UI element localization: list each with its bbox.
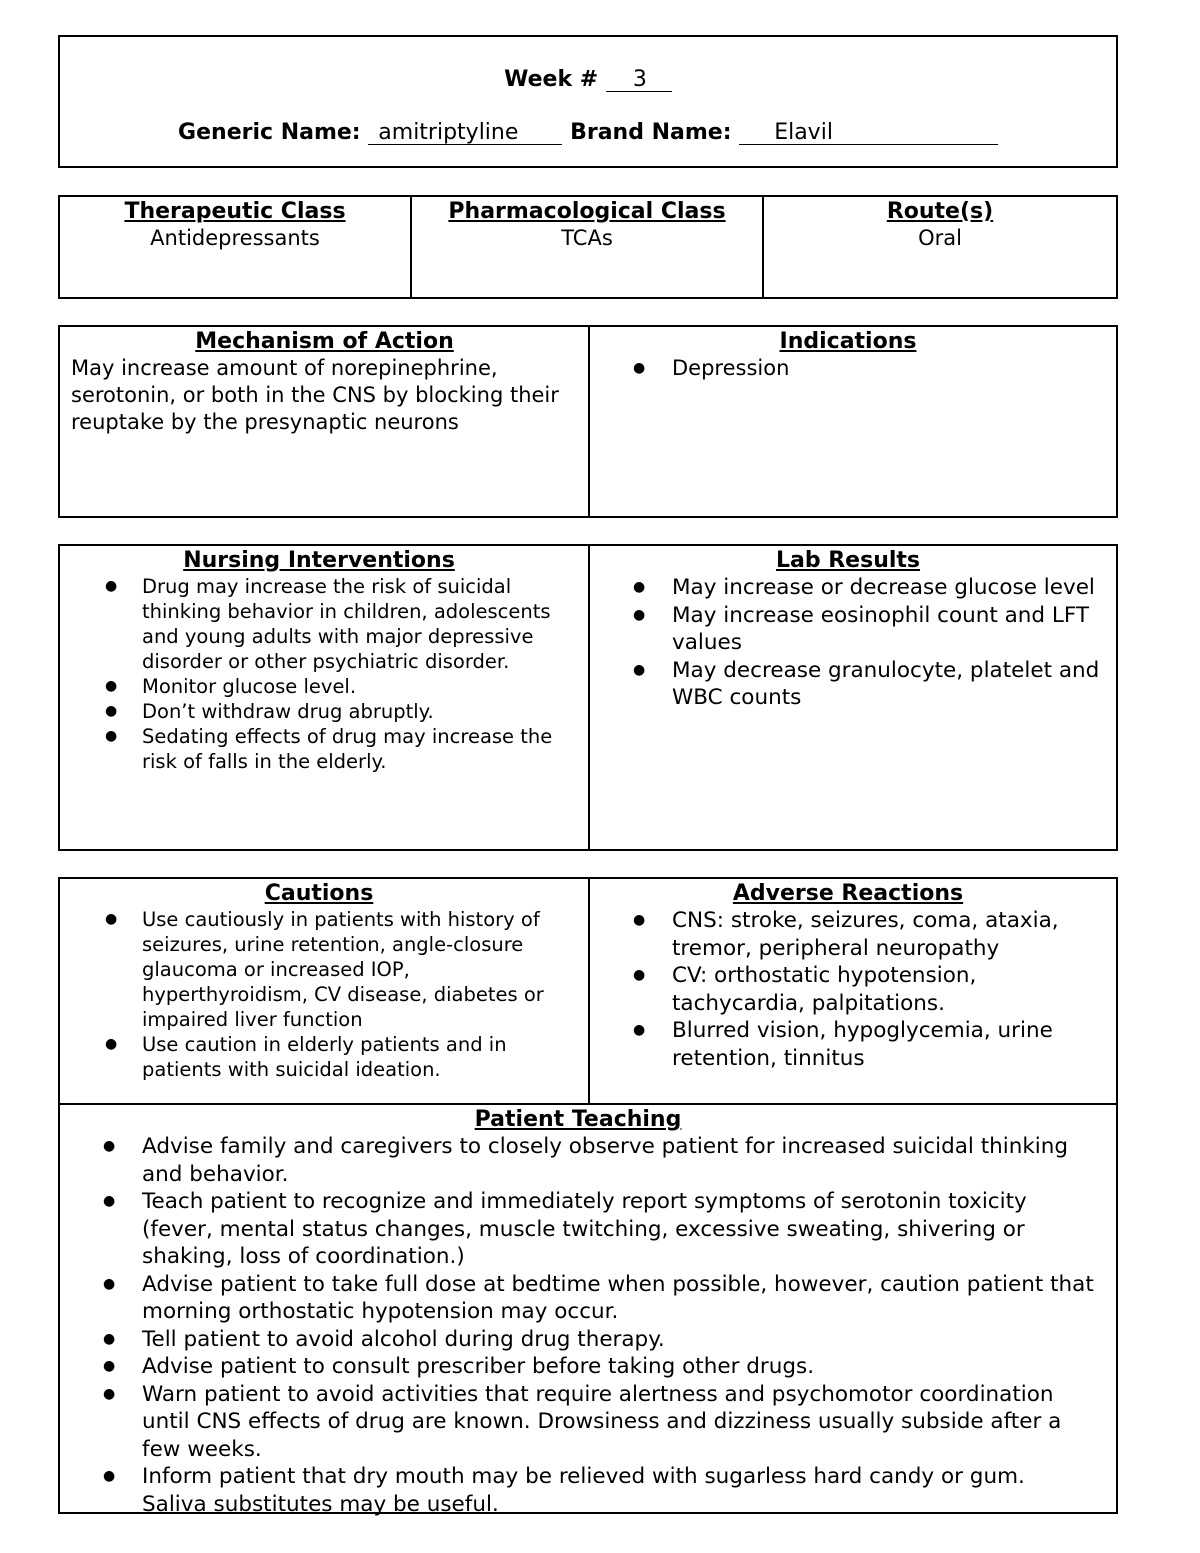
list-item <box>60 699 578 724</box>
bullet-icon: ● <box>103 1193 116 1209</box>
pharmacological-class-cell <box>412 197 764 297</box>
teaching-item-text: Advise patient to take full dose at bedtime when possible, however, caution patient that morning orthostatic hypotension may occur. <box>142 1271 1094 1324</box>
teaching-item-text: Tell patient to avoid alcohol during drug therapy. <box>142 1326 665 1352</box>
list-item <box>60 1463 1096 1518</box>
week-value: 3 <box>606 68 672 92</box>
generic-name-value: amitriptyline <box>368 121 562 145</box>
generic-name-label: Generic Name: <box>178 120 361 145</box>
bullet-icon: ● <box>103 1330 116 1347</box>
bullet-icon: ● <box>105 728 118 744</box>
nursing-cell <box>60 546 590 849</box>
bullet-icon: ● <box>633 912 646 928</box>
list-item <box>590 602 1106 657</box>
patient-teaching-cell <box>60 1105 1116 1518</box>
bullet-icon: ● <box>633 661 646 678</box>
therapeutic-class-cell <box>60 197 412 297</box>
nursing-item-text: Monitor glucose level. <box>142 675 357 698</box>
header-box <box>58 35 1118 168</box>
week-line <box>60 67 1116 92</box>
lab-item-text: May decrease granulocyte, platelet and WBC counts <box>672 657 1100 710</box>
indications-title: Indications <box>779 329 917 354</box>
brand-name-label: Brand Name: <box>570 120 732 145</box>
route-title: Route(s) <box>886 199 994 224</box>
list-item <box>60 1326 1096 1354</box>
list-item <box>590 657 1106 712</box>
bullet-icon: ● <box>633 1022 646 1038</box>
lab-item-text: May increase or decrease glucose level <box>672 575 1095 600</box>
bullet-icon: ● <box>103 1385 116 1402</box>
bullet-icon: ● <box>105 678 118 694</box>
mechanism-cell <box>60 327 590 516</box>
lab-item-text: May increase eosinophil count and LFT values <box>672 602 1090 655</box>
list-item <box>590 355 1106 382</box>
adverse-item-text: CV: orthostatic hypotension, tachycardia, palpitations. <box>672 963 977 1016</box>
bullet-icon: ● <box>103 1358 116 1374</box>
list-item <box>60 907 578 1032</box>
cautions-cell <box>60 879 590 1103</box>
adverse-list <box>590 907 1106 1072</box>
names-line <box>60 120 1116 145</box>
nursing-list <box>60 574 578 774</box>
lab-cell <box>590 546 1116 849</box>
teaching-item-text: Advise family and caregivers to closely observe patient for increased suicidal thinking and behavior. <box>142 1134 1069 1187</box>
therapeutic-class-title: Therapeutic Class <box>124 199 346 224</box>
route-value: Oral <box>918 226 962 250</box>
mechanism-text: May increase amount of norepinephrine, serotonin, or both in the CNS by blocking their reuptake by the presynaptic neurons <box>71 356 559 434</box>
list-item <box>60 574 578 674</box>
mechanism-title: Mechanism of Action <box>195 329 454 354</box>
cautions-item-text: Use cautiously in patients with history of seizures, urine retention, angle-closure glaucoma or increased IOP, hyperthyroidism, CV disease, diabetes or impaired liver function <box>142 908 544 1031</box>
nursing-item-text: Sedating effects of drug may increase the risk of falls in the elderly. <box>142 725 553 773</box>
nursing-lab-table <box>58 544 1118 851</box>
route-cell <box>764 197 1116 297</box>
bullet-icon: ● <box>633 579 646 595</box>
teaching-item-text: Teach patient to recognize and immediately report symptoms of serotonin toxicity (fever, mental status changes, muscle twitching, excessive sweating, shivering or shaking, loss of coordination.) <box>142 1189 1027 1269</box>
indications-list <box>590 355 1106 382</box>
list-item <box>60 1271 1096 1326</box>
bullet-icon: ● <box>105 703 118 719</box>
bullet-icon: ● <box>105 911 118 927</box>
teaching-item-text: Inform patient that dry mouth may be relieved with sugarless hard candy or gum. Saliva substitutes may be useful. <box>142 1464 1025 1517</box>
brand-name-value: Elavil <box>739 121 998 145</box>
list-item <box>60 1133 1096 1188</box>
list-item <box>60 1032 578 1082</box>
pharmacological-class-title: Pharmacological Class <box>448 199 726 224</box>
adverse-item-text: CNS: stroke, seizures, coma, ataxia, tremor, peripheral neuropathy <box>672 908 1059 961</box>
list-item <box>60 724 578 774</box>
list-item <box>590 907 1106 962</box>
teaching-item-text: Advise patient to consult prescriber before taking other drugs. <box>142 1354 815 1379</box>
adverse-cell <box>590 879 1116 1103</box>
list-item <box>60 1188 1096 1271</box>
list-item <box>590 962 1106 1017</box>
lab-title: Lab Results <box>775 548 921 573</box>
pharmacological-class-value: TCAs <box>561 226 613 250</box>
cautions-title: Cautions <box>264 881 374 906</box>
bullet-icon: ● <box>103 1138 116 1154</box>
week-label: Week # <box>504 67 599 92</box>
nursing-item-text: Don’t withdraw drug abruptly. <box>142 700 434 723</box>
classes-table <box>58 195 1118 299</box>
adverse-title: Adverse Reactions <box>732 881 964 906</box>
list-item <box>590 574 1106 602</box>
list-item <box>60 674 578 699</box>
mechanism-indications-table <box>58 325 1118 518</box>
teaching-item-text: Warn patient to avoid activities that require alertness and psychomotor coordination until CNS effects of drug are known. Drowsiness and dizziness usually subside after a few weeks. <box>142 1381 1062 1462</box>
bullet-icon: ● <box>103 1275 116 1292</box>
patient-teaching-list <box>60 1133 1096 1518</box>
nursing-title: Nursing Interventions <box>183 548 455 573</box>
cautions-list <box>60 907 578 1082</box>
lab-list <box>590 574 1106 712</box>
bullet-icon: ● <box>103 1468 116 1484</box>
cautions-teaching-table <box>58 877 1118 1517</box>
bullet-icon: ● <box>633 360 646 376</box>
bullet-icon: ● <box>633 967 646 983</box>
list-item <box>60 1353 1096 1381</box>
nursing-item-text: Drug may increase the risk of suicidal thinking behavior in children, adolescents and young adults with major depressive disorder or other psychiatric disorder. <box>142 575 551 673</box>
indication-text: Depression <box>672 356 790 380</box>
cautions-item-text: Use caution in elderly patients and in patients with suicidal ideation. <box>142 1033 507 1081</box>
adverse-item-text: Blurred vision, hypoglycemia, urine retention, tinnitus <box>672 1018 1053 1071</box>
patient-teaching-title: Patient Teaching <box>474 1107 682 1132</box>
cautions-adverse-row <box>60 879 1116 1105</box>
list-item <box>590 1017 1106 1072</box>
bullet-icon: ● <box>105 578 118 594</box>
therapeutic-class-value: Antidepressants <box>150 226 320 250</box>
list-item <box>60 1381 1096 1464</box>
indications-cell <box>590 327 1116 516</box>
bullet-icon: ● <box>633 606 646 623</box>
bullet-icon: ● <box>105 1036 118 1052</box>
